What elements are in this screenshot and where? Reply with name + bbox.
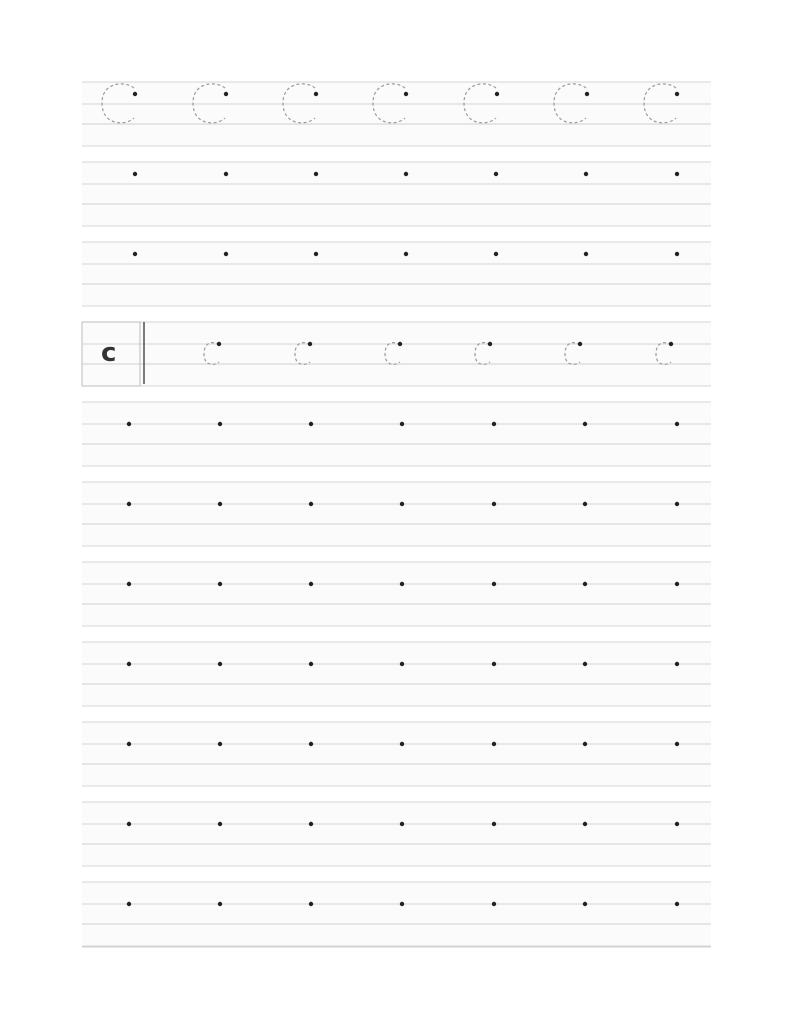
start-dot bbox=[400, 582, 404, 586]
start-dot bbox=[309, 662, 313, 666]
start-dot bbox=[404, 172, 408, 176]
writing-row-band bbox=[82, 802, 711, 866]
writing-row-band bbox=[82, 722, 711, 786]
start-dot bbox=[583, 742, 587, 746]
start-dot bbox=[127, 502, 131, 506]
start-dot bbox=[127, 822, 131, 826]
guide-lines bbox=[82, 82, 711, 947]
start-dot bbox=[217, 342, 221, 346]
start-dot bbox=[583, 582, 587, 586]
start-dot bbox=[400, 662, 404, 666]
start-dot bbox=[404, 92, 408, 96]
start-dot bbox=[584, 172, 588, 176]
start-dot bbox=[127, 742, 131, 746]
writing-row-band bbox=[82, 322, 711, 386]
start-dot bbox=[133, 172, 137, 176]
start-dot bbox=[400, 502, 404, 506]
start-dot bbox=[400, 902, 404, 906]
start-dot bbox=[404, 252, 408, 256]
start-dot bbox=[585, 92, 589, 96]
start-dot bbox=[218, 902, 222, 906]
start-dot bbox=[314, 92, 318, 96]
start-dot bbox=[400, 422, 404, 426]
start-dot bbox=[133, 92, 137, 96]
start-dot bbox=[583, 422, 587, 426]
start-dot bbox=[309, 422, 313, 426]
start-dot bbox=[675, 502, 679, 506]
start-dot bbox=[583, 902, 587, 906]
start-dot bbox=[218, 422, 222, 426]
start-dot bbox=[400, 822, 404, 826]
start-dot bbox=[583, 662, 587, 666]
start-dot bbox=[398, 342, 402, 346]
start-dot bbox=[127, 902, 131, 906]
start-dot bbox=[218, 502, 222, 506]
start-dot bbox=[492, 662, 496, 666]
start-dot bbox=[675, 252, 679, 256]
writing-row-band bbox=[82, 162, 711, 226]
start-dot bbox=[127, 582, 131, 586]
start-dot bbox=[218, 822, 222, 826]
start-dot bbox=[309, 582, 313, 586]
start-dot bbox=[309, 822, 313, 826]
start-dot bbox=[584, 252, 588, 256]
writing-row-band bbox=[82, 562, 711, 626]
start-dot bbox=[224, 172, 228, 176]
start-dot bbox=[400, 742, 404, 746]
start-dot bbox=[583, 822, 587, 826]
start-dot bbox=[675, 92, 679, 96]
start-dot bbox=[675, 822, 679, 826]
start-dot bbox=[675, 742, 679, 746]
start-dot bbox=[675, 662, 679, 666]
start-dot bbox=[218, 582, 222, 586]
start-dot bbox=[127, 422, 131, 426]
start-dot bbox=[578, 342, 582, 346]
start-dot bbox=[675, 902, 679, 906]
start-dot bbox=[494, 172, 498, 176]
start-dot bbox=[669, 342, 673, 346]
start-dot bbox=[314, 252, 318, 256]
start-dot bbox=[492, 422, 496, 426]
writing-row-band bbox=[82, 402, 711, 466]
writing-row-band bbox=[82, 882, 711, 946]
writing-row-band bbox=[82, 242, 711, 306]
start-dot bbox=[492, 742, 496, 746]
start-dot bbox=[224, 252, 228, 256]
writing-row-band bbox=[82, 482, 711, 546]
writing-row-band bbox=[82, 82, 711, 146]
start-dot bbox=[494, 252, 498, 256]
start-dot bbox=[583, 502, 587, 506]
start-dot bbox=[218, 742, 222, 746]
start-dot bbox=[309, 502, 313, 506]
start-dot bbox=[308, 342, 312, 346]
start-dot bbox=[675, 582, 679, 586]
start-dot bbox=[218, 662, 222, 666]
start-dot bbox=[492, 502, 496, 506]
writing-row-band bbox=[82, 642, 711, 706]
start-dot bbox=[495, 92, 499, 96]
start-dot bbox=[224, 92, 228, 96]
start-dot bbox=[492, 822, 496, 826]
start-dot bbox=[675, 422, 679, 426]
start-dot bbox=[309, 902, 313, 906]
start-dot bbox=[492, 582, 496, 586]
start-dot bbox=[127, 662, 131, 666]
start-dot bbox=[675, 172, 679, 176]
section-label-letter: c bbox=[101, 338, 117, 368]
start-dot bbox=[309, 742, 313, 746]
start-dot bbox=[492, 902, 496, 906]
start-dot bbox=[133, 252, 137, 256]
start-dot bbox=[488, 342, 492, 346]
start-dot bbox=[314, 172, 318, 176]
